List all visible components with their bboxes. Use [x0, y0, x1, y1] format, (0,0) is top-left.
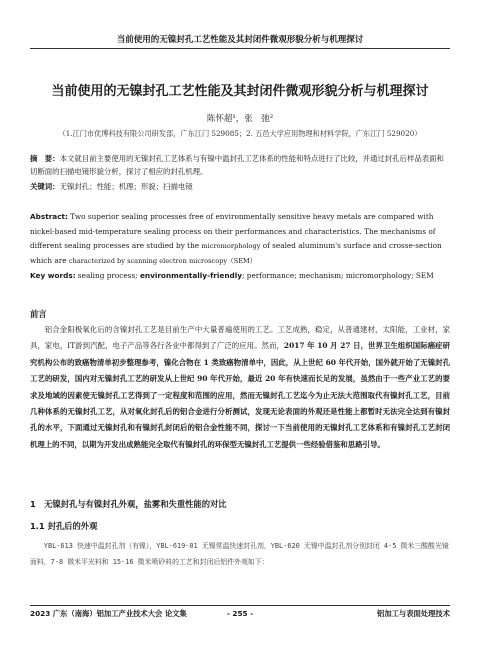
abstract-en-text: Two superior sealing processes free of environmentally sensitive heavy metals are compared with nickel-based mid-temperature sealing process on their performances and characteristics. The mechanisms of different sealing processes are studied by the — [30, 212, 436, 250]
keywords-cn — [30, 180, 450, 193]
keywords-en — [30, 269, 450, 282]
intro-bold-text: 2017 年 10 月 27 日，世界卫生组织国际癌症研究机构公布的致癌物清单初步整理参考，镍化合物在 1 类致癌物清单中，因此，从上世纪 60 年代开始，国外就开始了无镍封孔工艺的研发，国内对无镍封孔工艺的研发从上世纪 90 年代开始，最近 20 年有快速而长足的发展，虽然由于一些产业工艺的要求及地域的因素使无镍封孔工艺得到了一定程度和范围的应用，然而无镍封孔工艺迄今为止无法大范围取代有镍封孔工艺，目前几种体系的无镍封孔工艺，从对氧化封孔后的铝合金进行分析测试，发现无论表面的外观还是性能上都暂时无法完全达到有镍封孔的水平，下面通过无镍封孔和有镍封孔封闭后的铝合金性能不同，探讨一下当前使用的无镍封孔工艺体系和有镍封孔工艺封闭机理上的不同，以期为开发出成熟能完全取代有镍封孔的环保型无镍封孔工艺提供一些经验借鉴和思路引导。 — [30, 341, 450, 449]
header-rule — [30, 48, 450, 49]
intro-paragraph — [30, 322, 450, 453]
abstract-cn-text: 本文就目前主要使用的无镍封孔工艺体系与有镍中温封孔工艺体系的性能和特点进行了比较，并通过封孔后样品表面和切断面的扫描电镜形貌分析，探讨了相应的封孔机理。 — [30, 154, 444, 176]
footer-section: 铝加工与表面处理技术 — [377, 609, 450, 618]
abstract-cn-label: 摘 要： — [30, 154, 60, 163]
abstract-en-label: Abstract: — [30, 212, 68, 221]
keywords-cn-text: 无镍封孔；性能；机理；形貌；扫描电镜 — [59, 182, 193, 191]
intro-text: 铝合金阳极氧化后的含镍封孔工艺是目前生产中大量普遍使用的工艺。工艺成熟，稳定，从普通建材，太阳能，工业材，家具，家电，IT游到汽配，电子产品等各行各业中都得到了广泛的应用。然而， — [30, 325, 450, 351]
subsection-heading-1-1: 1.1 封孔后的外观 — [30, 521, 98, 531]
abstract-en-text-2: of sealed aluminum's surface and crosse-section which are — [30, 241, 442, 265]
affiliations: （1.江门市优博科技有限公司研发部，广东江门 529085；2. 五邑大学应用物理和材料学院，广东江门 529020） — [58, 129, 422, 138]
running-header: 当前使用的无镍封孔工艺性能及其封闭件微观形貌分析与机理探讨 — [116, 35, 364, 45]
footer-rule — [30, 605, 450, 606]
paragraph-1-1: YBL-613 快速中温封孔剂（有镍），YBL-619-01 无镍常温快速封孔剂，YBL-620 无镍中温封孔剂分别封闭 4-5 微米三酸酸光镜面料，7-8 微米平光料和 15-16 微米喷砂料的工艺和封闭后铝件外观如下： — [30, 542, 449, 566]
keywords-en-text: sealing process; — [75, 271, 140, 280]
abstract-en-term-2: characterized by scanning electron microscopy（SEM） — [68, 256, 257, 265]
author-list: 陈怀超¹，张 弛² — [206, 114, 274, 124]
section-heading-1: 1 无镍封孔与有镍封孔外观，盐雾和失重性能的对比 — [30, 499, 227, 509]
keywords-cn-label: 关键词： — [30, 182, 60, 191]
section-heading-intro: 前言 — [30, 309, 47, 319]
abstract-cn — [30, 152, 450, 178]
keywords-en-label: Key words: — [30, 271, 76, 280]
keywords-en-bold: environmentally-friendly — [139, 271, 242, 280]
keywords-en-text-2: ; performance; mechanism; micromorphology; SEM — [242, 271, 434, 280]
footer-proceedings: 2023 广东（南海）铝加工产业技术大会 论文集 — [30, 609, 187, 618]
page-number: - 255 - — [226, 609, 254, 618]
abstract-en-term: micromorphology — [201, 242, 261, 250]
abstract-en — [30, 210, 450, 268]
paper-title: 当前使用的无镍封孔工艺性能及其封闭件微观形貌分析与机理探讨 — [51, 84, 429, 99]
